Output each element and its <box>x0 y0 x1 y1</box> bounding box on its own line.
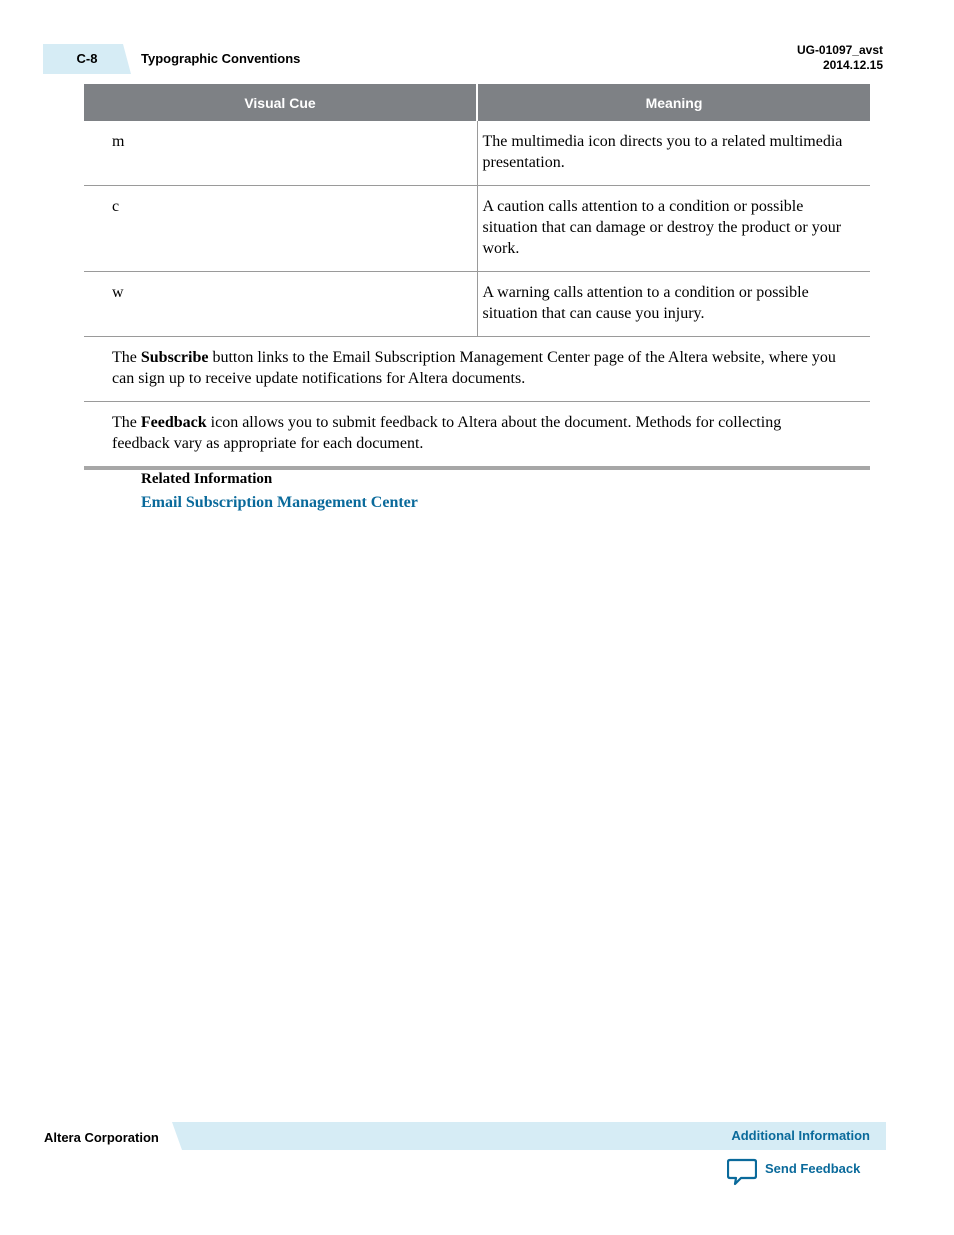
feedback-description: The Feedback icon allows you to submit feedback to Altera about the document. Methods for collecting feedback vary as appropriate for each document. <box>84 402 870 469</box>
table-header-row <box>84 84 870 121</box>
cue-cell: m <box>84 121 477 186</box>
footer-company: Altera Corporation <box>44 1130 159 1145</box>
meaning-cell: The multimedia icon directs you to a related multimedia presentation. <box>477 121 870 186</box>
table-row <box>84 121 870 186</box>
table-row-feedback <box>84 402 870 469</box>
table-row <box>84 272 870 337</box>
speech-bubble-icon[interactable] <box>727 1158 757 1191</box>
meaning-cell: A warning calls attention to a condition or possible situation that can cause you injury. <box>477 272 870 337</box>
meaning-cell: A caution calls attention to a condition or possible situation that can damage or destroy the product or your work. <box>477 186 870 272</box>
conventions-table <box>84 84 870 470</box>
send-feedback-link[interactable]: Send Feedback <box>765 1161 861 1176</box>
doc-date: 2014.12.15 <box>822 58 883 72</box>
additional-information-link[interactable]: Additional Information <box>731 1128 870 1143</box>
cue-cell: c <box>84 186 477 272</box>
doc-id: UG-01097_avst <box>796 43 883 57</box>
table-row <box>84 186 870 272</box>
page-number: C-8 <box>76 51 98 66</box>
column-header-visual-cue: Visual Cue <box>84 84 477 121</box>
doc-info <box>797 43 883 73</box>
table-row-subscribe <box>84 337 870 402</box>
subscribe-description: The Subscribe button links to the Email Subscription Management Center page of the Altera website, where you can sign up to receive update notifications for Altera documents. <box>84 337 870 402</box>
related-information-heading: Related Information <box>141 471 273 487</box>
cue-cell: w <box>84 272 477 337</box>
email-subscription-link[interactable]: Email Subscription Management Center <box>141 494 418 511</box>
feedback-term: Feedback <box>140 414 207 431</box>
subscribe-term: Subscribe <box>140 349 209 366</box>
section-title: Typographic Conventions <box>141 51 301 66</box>
column-header-meaning: Meaning <box>477 84 870 121</box>
